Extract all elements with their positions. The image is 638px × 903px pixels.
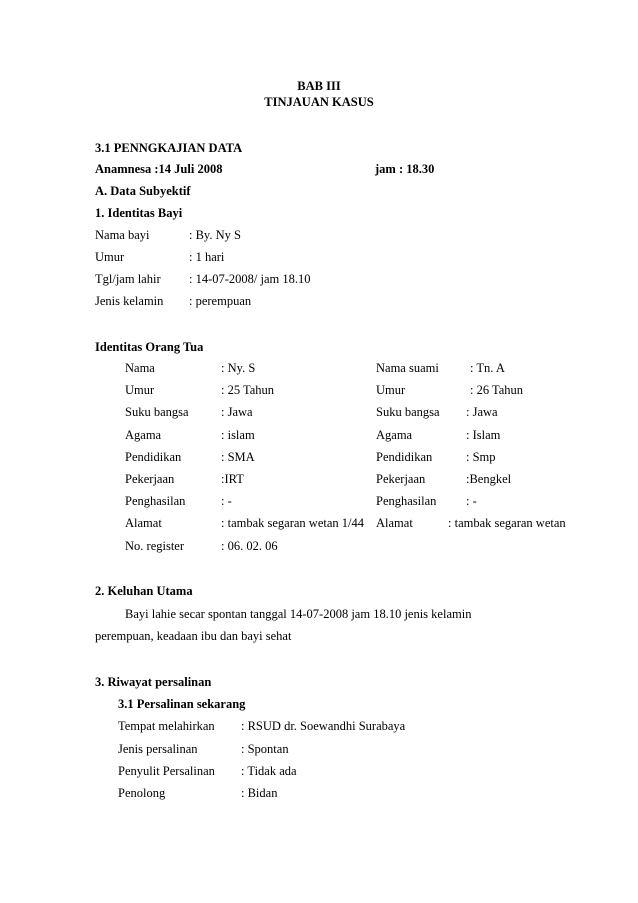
father-label: Alamat: [376, 516, 413, 530]
father-label: Pendidikan: [376, 450, 433, 464]
complaint-title: 2. Keluhan Utama: [95, 584, 193, 598]
delivery-label: Jenis persalinan: [118, 742, 198, 756]
current-delivery-title: 3.1 Persalinan sekarang: [118, 697, 246, 711]
complaint-text-line1: Bayi lahie secar spontan tanggal 14-07-2008 jam 18.10 jenis kelamin: [125, 607, 472, 621]
father-label: Nama suami: [376, 361, 439, 375]
baby-identity-title: 1. Identitas Bayi: [95, 206, 183, 220]
baby-value: : By. Ny S: [189, 228, 241, 242]
baby-value: : 14-07-2008/ jam 18.10: [189, 272, 311, 286]
baby-value: : 1 hari: [189, 250, 225, 264]
register-label: No. register: [125, 539, 185, 553]
father-value: :Bengkel: [466, 472, 512, 486]
delivery-label: Penyulit Persalinan: [118, 764, 215, 778]
baby-label: Tgl/jam lahir: [95, 272, 161, 286]
subjective-title: A. Data Subyektif: [95, 184, 191, 198]
parents-identity-title: Identitas Orang Tua: [95, 340, 204, 354]
chapter-subtitle: TINJAUAN KASUS: [264, 95, 374, 109]
mother-label: Suku bangsa: [125, 405, 189, 419]
complaint-text-line2: perempuan, keadaan ibu dan bayi sehat: [95, 629, 292, 643]
mother-label: Pendidikan: [125, 450, 182, 464]
mother-value: : SMA: [221, 450, 255, 464]
father-value: : 26 Tahun: [470, 383, 524, 397]
mother-label: Agama: [125, 428, 162, 442]
mother-value: : -: [221, 494, 232, 508]
chapter-title: BAB III: [297, 79, 341, 93]
baby-label: Jenis kelamin: [95, 294, 164, 308]
mother-value: : tambak segaran wetan 1/44: [221, 516, 365, 530]
father-label: Agama: [376, 428, 413, 442]
section-title: 3.1 PENNGKAJIAN DATA: [95, 141, 243, 155]
delivery-value: : Tidak ada: [241, 764, 297, 778]
delivery-value: : Bidan: [241, 786, 278, 800]
mother-value: : 25 Tahun: [221, 383, 275, 397]
anamnesa-time: jam : 18.30: [375, 162, 435, 176]
delivery-label: Penolong: [118, 786, 166, 800]
father-value: : tambak segaran wetan: [448, 516, 566, 530]
father-value: : Jawa: [466, 405, 498, 419]
mother-label: Alamat: [125, 516, 162, 530]
baby-label: Nama bayi: [95, 228, 150, 242]
anamnesa-date: Anamnesa :14 Juli 2008: [95, 162, 223, 176]
mother-label: Penghasilan: [125, 494, 186, 508]
delivery-value: : RSUD dr. Soewandhi Surabaya: [241, 719, 406, 733]
father-label: Penghasilan: [376, 494, 437, 508]
father-value: : Tn. A: [470, 361, 505, 375]
mother-label: Umur: [125, 383, 155, 397]
mother-label: Nama: [125, 361, 155, 375]
delivery-history-title: 3. Riwayat persalinan: [95, 675, 212, 689]
father-label: Suku bangsa: [376, 405, 440, 419]
register-value: : 06. 02. 06: [221, 539, 278, 553]
mother-value: : Ny. S: [221, 361, 256, 375]
father-value: : Islam: [466, 428, 501, 442]
mother-value: : Jawa: [221, 405, 253, 419]
baby-value: : perempuan: [189, 294, 252, 308]
mother-label: Pekerjaan: [125, 472, 175, 486]
father-value: : Smp: [466, 450, 496, 464]
mother-value: :IRT: [221, 472, 244, 486]
father-value: : -: [466, 494, 477, 508]
father-label: Umur: [376, 383, 406, 397]
delivery-value: : Spontan: [241, 742, 289, 756]
delivery-label: Tempat melahirkan: [118, 719, 215, 733]
baby-label: Umur: [95, 250, 125, 264]
mother-value: : islam: [221, 428, 255, 442]
father-label: Pekerjaan: [376, 472, 426, 486]
